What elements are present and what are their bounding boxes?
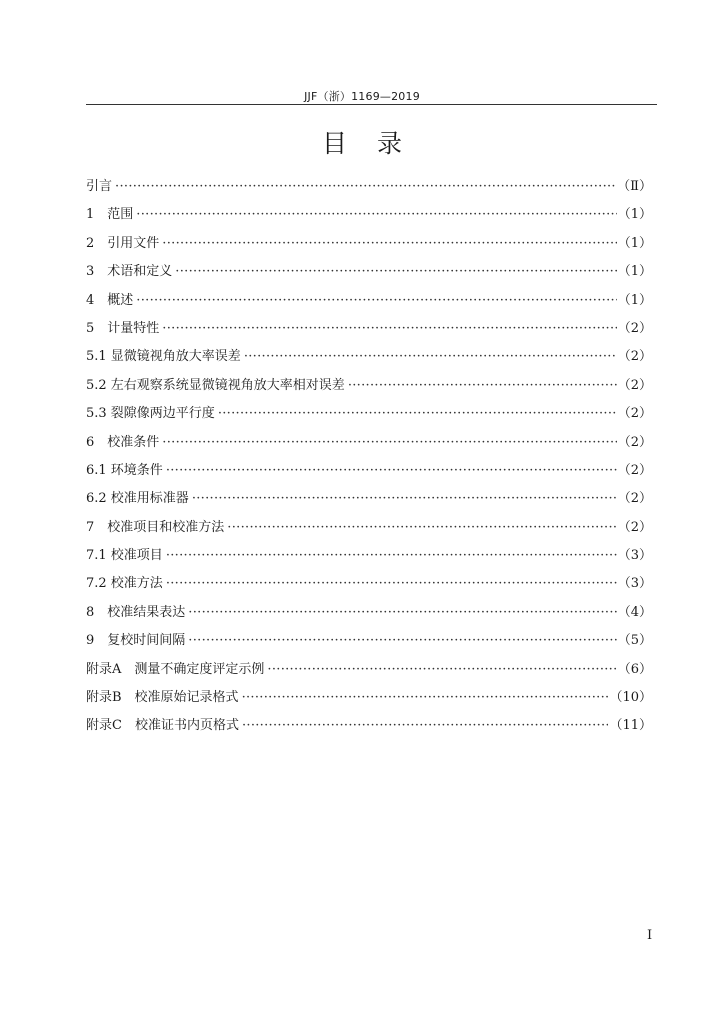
toc-entry-metrological-characteristics[interactable] [86,320,652,348]
toc-leader-dots [218,405,617,423]
toc-entry-page: （Ⅱ） [617,179,652,194]
toc-leader-dots [136,206,616,224]
toc-entry-appendix-c[interactable] [86,717,652,745]
toc-leader-dots [267,661,616,679]
toc-entry-scope[interactable] [86,206,652,234]
toc-entry-page: （10） [609,690,652,706]
toc-leader-dots [115,178,616,196]
toc-entry-page: （2） [617,491,652,507]
toc-entry-terms[interactable] [86,263,652,291]
toc-entry-label: 6.1 环境条件 [86,462,163,478]
toc-entry-calibration-items-methods[interactable] [86,519,652,547]
toc-leader-dots [162,235,616,253]
toc-entry-page: （2） [617,519,652,535]
toc-entry-5-3[interactable] [86,405,652,433]
toc-entry-appendix-b[interactable] [86,689,652,717]
toc-entry-appendix-a[interactable] [86,661,652,689]
toc-entry-label: 1 范围 [86,207,134,223]
toc-entry-label: 5 计量特性 [86,320,160,336]
toc-entry-5-2[interactable] [86,377,652,405]
page-number: Ⅰ [647,928,653,943]
toc-entry-page: （1） [617,292,652,308]
toc-entry-page: （2） [617,434,652,450]
toc-leader-dots [242,689,609,707]
toc-entry-label: 附录C 校准证书内页格式 [86,718,239,734]
toc-entry-page: （2） [617,377,652,393]
toc-leader-dots [136,292,616,310]
toc-leader-dots [166,575,617,593]
toc-entry-label: 5.2 左右观察系统显微镜视角放大率相对误差 [86,377,345,393]
toc-entry-page: （3） [617,576,652,592]
toc-leader-dots [348,377,617,395]
toc-entry-label: 7 校准项目和校准方法 [86,519,225,535]
toc-entry-label: 7.2 校准方法 [86,576,163,592]
page-title: 目录 [321,129,432,158]
toc-entry-introduction[interactable] [86,178,652,206]
toc-entry-5-1[interactable] [86,348,652,376]
toc-leader-dots [192,490,617,508]
toc-entry-page: （1） [617,207,652,223]
toc-leader-dots [242,717,609,735]
toc-entry-page: （2） [617,462,652,478]
toc-entry-label: 9 复校时间间隔 [86,633,186,649]
toc-entry-page: （5） [617,633,652,649]
toc-entry-page: （1） [617,264,652,280]
toc-entry-label: 附录A 测量不确定度评定示例 [86,661,265,677]
toc-entry-label: 7.1 校准项目 [86,548,163,564]
toc-entry-page: （2） [617,349,652,365]
toc-entry-page: （6） [617,661,652,677]
toc-entry-overview[interactable] [86,292,652,320]
toc-entry-label: 4 概述 [86,292,134,308]
toc-entry-label: 引言 [86,179,113,194]
toc-entry-label: 8 校准结果表达 [86,604,186,620]
toc-entry-page: （11） [609,718,652,734]
toc-leader-dots [166,547,617,565]
toc-entry-recalibration-interval[interactable] [86,632,652,660]
toc-leader-dots [188,632,616,650]
toc-entry-label: 5.1 显微镜视角放大率误差 [86,349,241,365]
document-code-header: JJF（浙）1169—2019 [304,90,420,103]
toc-entry-label: 6 校准条件 [86,434,160,450]
toc-entry-page: （3） [617,548,652,564]
toc-entry-references[interactable] [86,235,652,263]
table-of-contents [86,178,652,746]
toc-entry-label: 6.2 校准用标准器 [86,491,189,507]
toc-entry-page: （2） [617,320,652,336]
toc-entry-calibration-results[interactable] [86,604,652,632]
toc-entry-6-1[interactable] [86,462,652,490]
toc-entry-label: 3 术语和定义 [86,264,173,280]
toc-entry-label: 5.3 裂隙像两边平行度 [86,406,215,422]
toc-entry-7-2[interactable] [86,575,652,603]
toc-entry-label: 附录B 校准原始记录格式 [86,690,239,706]
toc-leader-dots [227,519,616,537]
toc-entry-page: （4） [617,604,652,620]
toc-leader-dots [162,434,616,452]
toc-leader-dots [166,462,617,480]
toc-entry-label: 2 引用文件 [86,235,160,251]
toc-leader-dots [162,320,616,338]
toc-entry-6-2[interactable] [86,490,652,518]
header-divider [86,104,657,105]
toc-entry-calibration-conditions[interactable] [86,434,652,462]
toc-entry-page: （2） [617,406,652,422]
toc-entry-page: （1） [617,235,652,251]
toc-entry-7-1[interactable] [86,547,652,575]
toc-leader-dots [244,348,617,366]
toc-leader-dots [188,604,616,622]
toc-leader-dots [175,263,616,281]
